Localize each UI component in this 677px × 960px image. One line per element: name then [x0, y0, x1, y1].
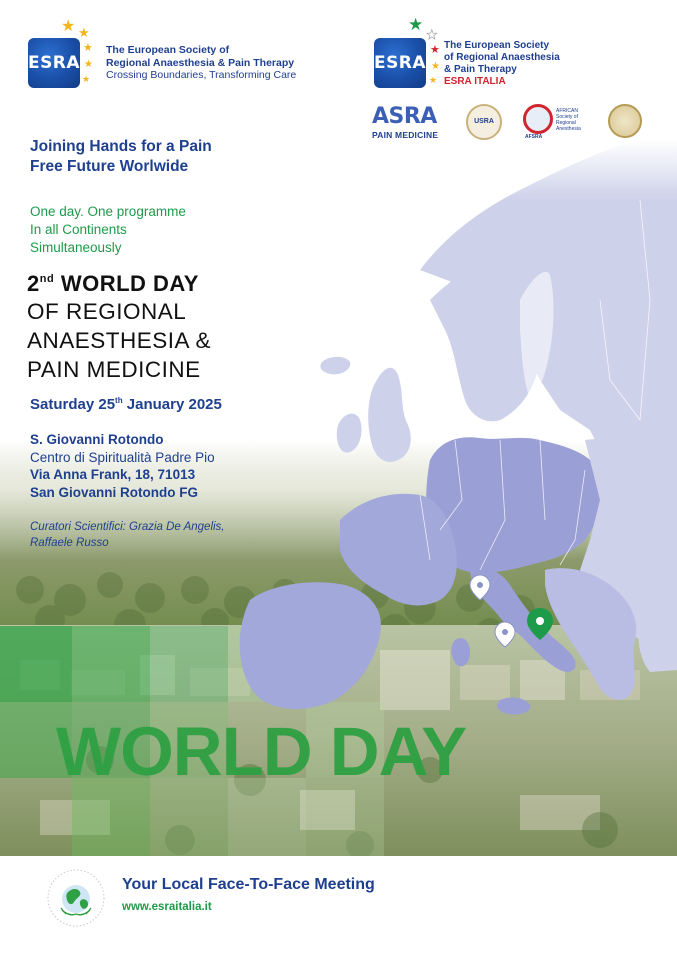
star-icon: ★: [61, 18, 76, 35]
asra-wordmark: ASRA: [372, 104, 437, 129]
globe-icon: [46, 868, 106, 928]
curators-line2: Raffaele Russo: [30, 537, 109, 549]
asra-subtitle: PAIN MEDICINE: [372, 130, 439, 140]
star-icon: ★: [430, 44, 440, 56]
esra-org-name: [106, 44, 336, 82]
esra-logo-square: ESRA: [28, 38, 80, 88]
star-icon: ★: [429, 75, 438, 85]
title-number: 2: [27, 271, 40, 296]
footer-title: Your Local Face-To-Face Meeting: [122, 876, 375, 893]
footer: [0, 856, 677, 960]
esra-italia-line3: & Pain Therapy: [444, 64, 517, 75]
event-title-line2: OF REGIONAL: [27, 299, 187, 324]
esra-italia-logo: [373, 15, 614, 98]
esra-motto: Crossing Boundaries, Transforming Care: [106, 69, 297, 81]
esra-logo: [28, 18, 328, 98]
date-post: January 2025: [122, 396, 222, 413]
footer-website-link[interactable]: www.esraitalia.it: [122, 901, 212, 913]
afsra-seal: [523, 104, 553, 134]
afsra-line2: Society of: [556, 114, 578, 120]
event-title: [27, 266, 327, 384]
event-title-line4: PAIN MEDICINE: [27, 357, 201, 382]
date-pre: Saturday 25: [30, 396, 116, 413]
event-title-line3: ANAESTHESIA &: [27, 328, 212, 353]
afsra-logo: [523, 104, 593, 144]
esra-line1: The European Society of: [106, 44, 230, 56]
esra-italia-line2: of Regional Anaesthesia: [444, 52, 560, 63]
star-icon: ★: [84, 59, 93, 70]
event-date: [30, 396, 222, 413]
venue-name: S. Giovanni Rotondo: [30, 432, 164, 447]
event-title-line1: [27, 266, 327, 297]
esra-italia-line1: The European Society: [444, 40, 550, 51]
tagline: [30, 137, 290, 177]
esra-line2: Regional Anaesthesia & Pain Therapy: [106, 56, 295, 69]
title-world-day: WORLD DAY: [54, 271, 199, 296]
star-icon: ★: [431, 61, 440, 72]
title-ordinal: nd: [39, 273, 55, 285]
star-icon: ★: [408, 15, 424, 34]
venue: [30, 431, 290, 501]
one-day-statement: [30, 203, 260, 257]
venue-city: San Giovanni Rotondo FG: [30, 484, 198, 500]
asra-logo: [370, 104, 450, 144]
curators-line1: Curatori Scientifici: Grazia De Angelis,: [30, 521, 225, 533]
oneday-line1: One day. One programme: [30, 204, 186, 219]
oneday-line3: Simultaneously: [30, 240, 122, 255]
esra-italia-org-name: [444, 40, 604, 88]
curators: [30, 519, 310, 551]
star-icon: ★: [426, 27, 438, 42]
tagline-line2: Free Future Worlwide: [30, 158, 189, 175]
map-britain: [368, 368, 411, 462]
afsra-line1: AFRICAN: [556, 108, 578, 114]
star-icon: ★: [83, 42, 93, 54]
venue-line1: Centro di Spiritualità Padre Pio: [30, 449, 215, 465]
star-icon: ★: [82, 74, 91, 84]
date-ordinal: th: [115, 396, 123, 405]
afsra-badge-text: AFSRA: [525, 134, 543, 140]
world-day-banner: WORLD DAY: [56, 713, 467, 790]
usra-badge-text: USRA: [474, 118, 494, 125]
oneday-line2: In all Continents: [30, 222, 127, 237]
esra-italia-name: ESRA ITALIA: [444, 76, 506, 87]
venue-address: Via Anna Frank, 18, 71013: [30, 467, 196, 482]
afsra-line3: Regional: [556, 120, 576, 126]
crest-logo: [608, 104, 642, 138]
afsra-name: [556, 108, 581, 132]
esra-italia-logo-square: ESRA: [374, 38, 426, 88]
afsra-line4: Anesthesia: [556, 126, 581, 132]
star-icon: ★: [78, 25, 90, 40]
usra-seal-logo: [466, 104, 502, 140]
tagline-line1: Joining Hands for a Pain: [30, 138, 212, 155]
